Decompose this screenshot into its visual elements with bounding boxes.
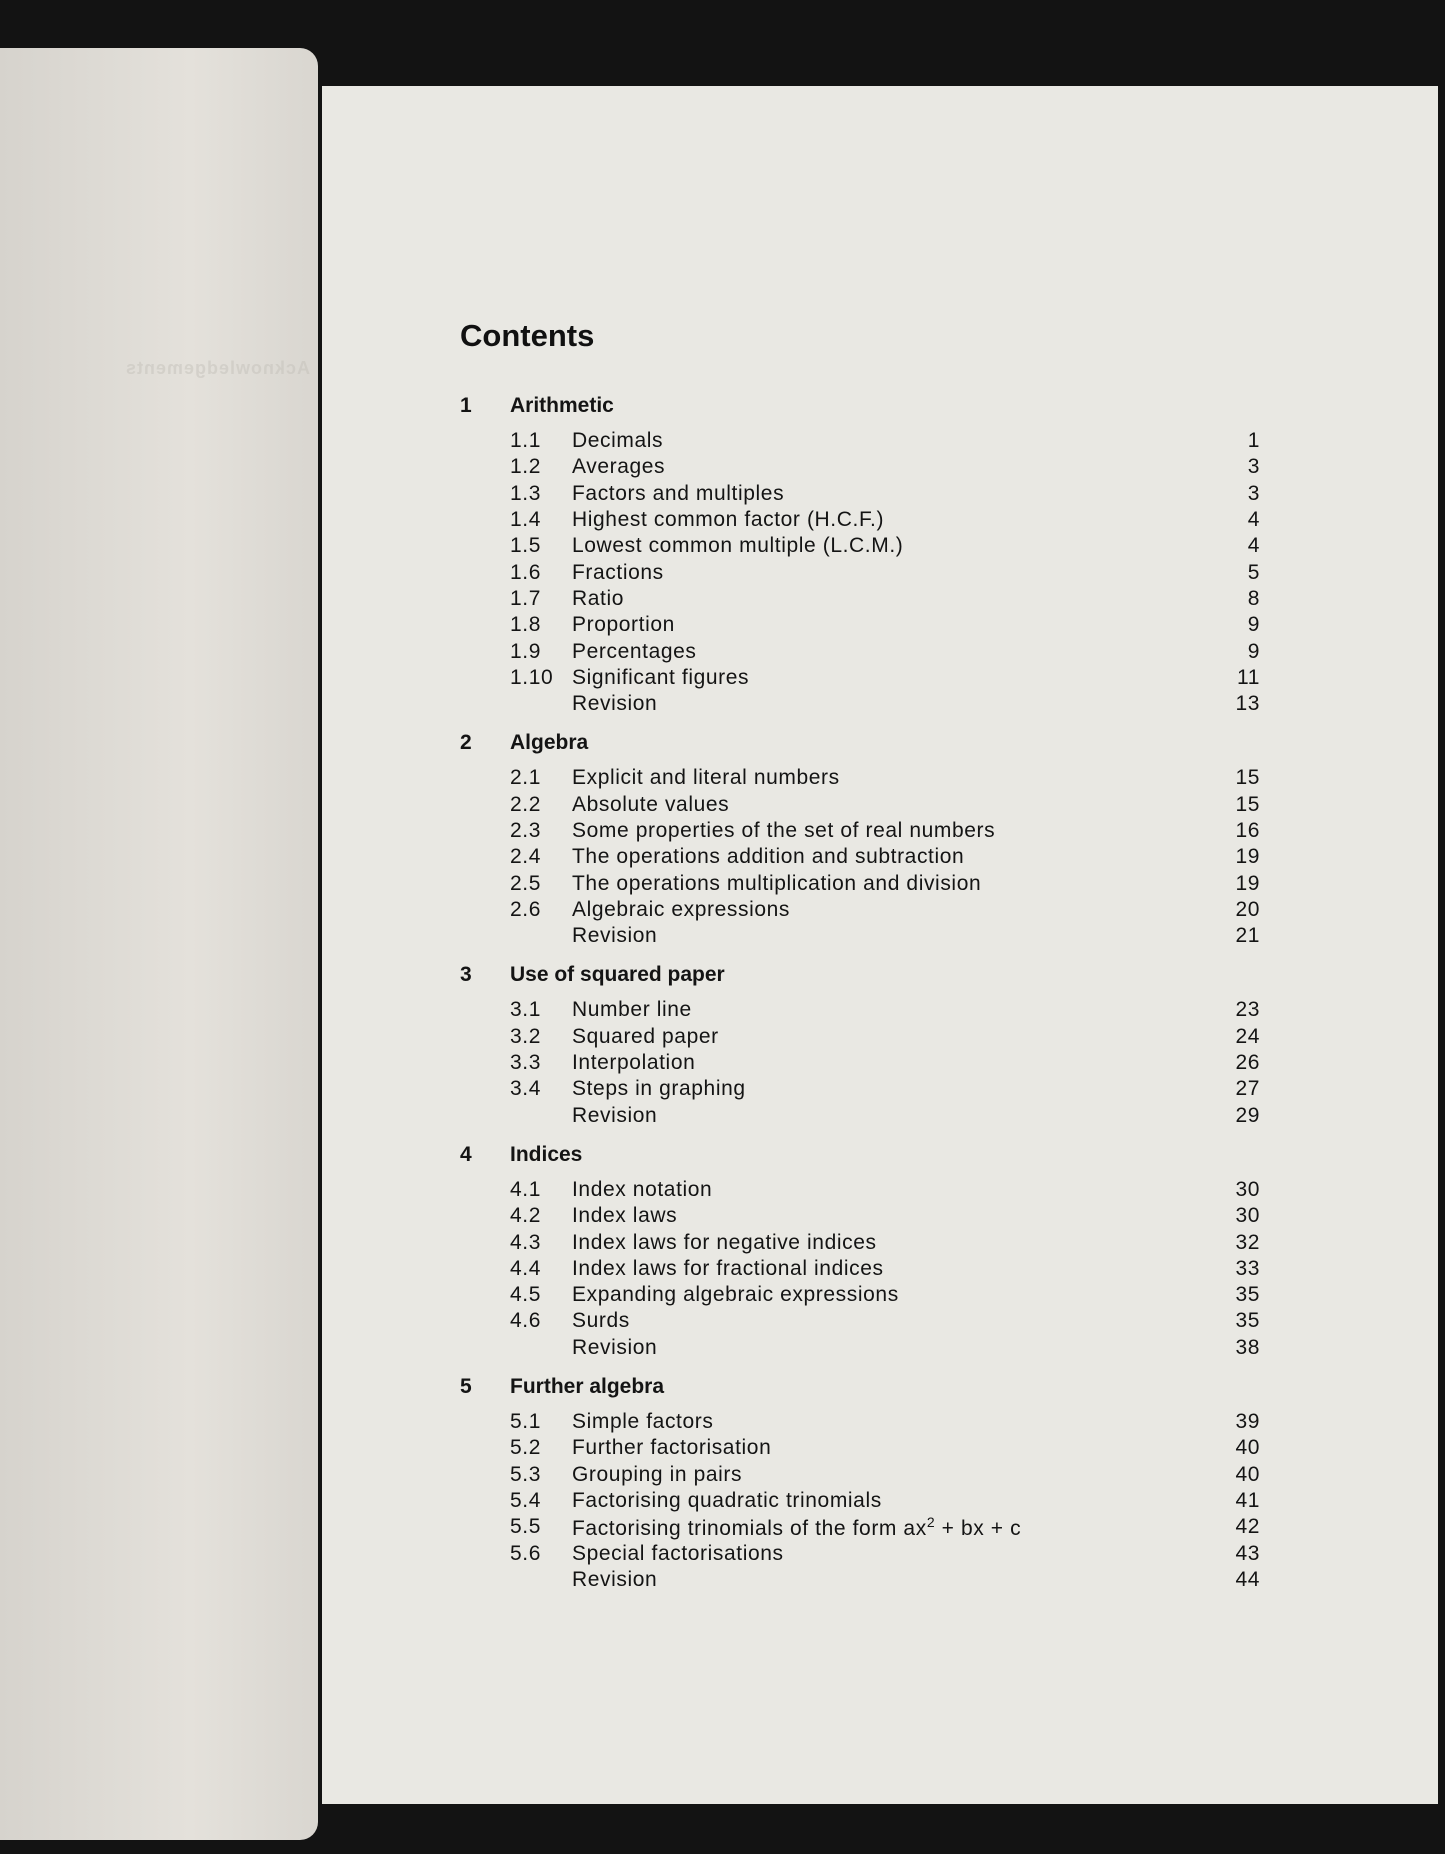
- chapter-number: 4: [460, 1142, 472, 1166]
- page-number: 9: [1247, 639, 1260, 663]
- section-title: Simple factors: [572, 1410, 714, 1434]
- page-number: 40: [1235, 1436, 1260, 1460]
- section-number: 1.3: [510, 481, 541, 505]
- toc-entry: [460, 1488, 1260, 1514]
- toc-entry: [460, 586, 1260, 612]
- page-number: 41: [1235, 1488, 1260, 1512]
- section-title: The operations multiplication and division: [572, 871, 982, 895]
- page-number: 9: [1247, 613, 1260, 637]
- toc-entry: [460, 1177, 1260, 1203]
- section-number: 1.10: [510, 665, 554, 689]
- section-title-text: Factorising trinomials of the form ax: [572, 1516, 927, 1540]
- section-title: Factorising quadratic trinomials: [572, 1488, 882, 1512]
- chapter-heading: [460, 390, 1260, 422]
- toc-entry: [460, 1076, 1260, 1102]
- section-title: Special factorisations: [572, 1541, 784, 1565]
- section-title: Expanding algebraic expressions: [572, 1283, 899, 1307]
- page-number: 39: [1235, 1410, 1260, 1434]
- toc-entry: [460, 765, 1260, 791]
- toc-entry: [460, 1203, 1260, 1229]
- section-title: [572, 1514, 1200, 1541]
- section-title: Percentages: [572, 639, 697, 663]
- page-number: 23: [1235, 998, 1260, 1022]
- page-number: 33: [1235, 1256, 1260, 1280]
- section-title: The operations addition and subtraction: [572, 845, 965, 869]
- section-number: 1.9: [510, 639, 541, 663]
- toc-entry: [460, 923, 1260, 949]
- toc-chapter: [460, 390, 1260, 717]
- section-number: 5.4: [510, 1488, 541, 1512]
- section-number: 1.6: [510, 560, 541, 584]
- page-number: 19: [1235, 845, 1260, 869]
- section-number: 1.1: [510, 429, 541, 453]
- toc-entry: [460, 1256, 1260, 1282]
- toc-entry: [460, 638, 1260, 664]
- page-number: 43: [1235, 1541, 1260, 1565]
- toc-entry: [460, 481, 1260, 507]
- section-title: Squared paper: [572, 1024, 719, 1048]
- page-number: 15: [1235, 792, 1260, 816]
- page-number: 30: [1235, 1204, 1260, 1228]
- section-title: Revision: [572, 1335, 658, 1359]
- section-title: Absolute values: [572, 792, 730, 816]
- page-number: 38: [1235, 1335, 1260, 1359]
- page-number: 35: [1235, 1309, 1260, 1333]
- section-number: 2.5: [510, 871, 541, 895]
- page-number: 11: [1237, 665, 1260, 689]
- superscript: 2: [926, 1513, 936, 1530]
- page-number: 3: [1247, 455, 1260, 479]
- page-number: 13: [1235, 692, 1260, 716]
- section-title-text: + bx + c: [935, 1516, 1022, 1540]
- toc-chapter: [460, 1371, 1260, 1593]
- toc-entry: [460, 1050, 1260, 1076]
- chapter-number: 3: [460, 963, 472, 987]
- section-number: 1.8: [510, 613, 541, 637]
- toc-entry: [460, 870, 1260, 896]
- chapter-heading: [460, 1371, 1260, 1403]
- section-title: Some properties of the set of real numbers: [572, 819, 996, 842]
- page-number: 42: [1235, 1515, 1260, 1539]
- section-number: 5.6: [510, 1541, 541, 1565]
- section-number: 1.4: [510, 508, 541, 532]
- toc-entry: [460, 1567, 1260, 1593]
- chapter-title: Further algebra: [510, 1374, 665, 1398]
- toc-entry: [460, 1409, 1260, 1435]
- toc-entry: [460, 1435, 1260, 1461]
- section-title: Steps in graphing: [572, 1077, 746, 1101]
- section-number: 4.4: [510, 1256, 541, 1280]
- section-title: Index laws for negative indices: [572, 1230, 877, 1254]
- page-number: 19: [1235, 871, 1260, 895]
- section-title: Averages: [572, 455, 666, 479]
- section-title: Proportion: [572, 613, 675, 637]
- page-number: 4: [1247, 534, 1260, 558]
- toc-entry: [460, 1335, 1260, 1361]
- page-number: 44: [1235, 1567, 1260, 1591]
- chapter-title: Indices: [510, 1142, 583, 1166]
- section-number: 5.1: [510, 1410, 541, 1434]
- section-title: Interpolation: [572, 1051, 696, 1075]
- toc-entry: [460, 1462, 1260, 1488]
- page-number: 4: [1247, 508, 1260, 532]
- section-title: Surds: [572, 1309, 630, 1333]
- toc-entry: [460, 1103, 1260, 1129]
- chapter-heading: [460, 1139, 1260, 1171]
- page-number: 32: [1235, 1230, 1260, 1254]
- toc-entry: [460, 612, 1260, 638]
- page-number: 15: [1235, 766, 1260, 790]
- toc-entry: [460, 691, 1260, 717]
- toc-entry: [460, 1514, 1260, 1540]
- section-title: Highest common factor (H.C.F.): [572, 508, 885, 532]
- toc-entry: [460, 1540, 1260, 1566]
- page-number: 5: [1247, 560, 1260, 584]
- section-number: 3.2: [510, 1024, 541, 1048]
- chapter-number: 2: [460, 731, 472, 755]
- section-title: Further factorisation: [572, 1436, 772, 1460]
- section-number: 5.2: [510, 1436, 541, 1460]
- chapter-number: 1: [460, 394, 472, 417]
- toc-entry: [460, 792, 1260, 818]
- chapter-number: 5: [460, 1374, 472, 1398]
- section-title: Ratio: [572, 586, 625, 610]
- page-title: Contents: [460, 318, 595, 353]
- toc-entry: [460, 818, 1260, 844]
- page-number: 16: [1235, 819, 1260, 842]
- section-title: Significant figures: [572, 665, 750, 689]
- page-number: 8: [1247, 586, 1260, 610]
- section-title: Number line: [572, 998, 692, 1022]
- section-title: Grouping in pairs: [572, 1462, 743, 1486]
- page-number: 21: [1235, 924, 1260, 948]
- toc-entry: [460, 454, 1260, 480]
- section-number: 1.5: [510, 534, 541, 558]
- toc-entry: [460, 897, 1260, 923]
- toc-entry: [460, 1024, 1260, 1050]
- section-title: Revision: [572, 924, 658, 948]
- section-title: Factors and multiples: [572, 481, 785, 505]
- section-number: 5.5: [510, 1515, 541, 1539]
- chapter-title: Use of squared paper: [510, 963, 725, 987]
- section-number: 2.1: [510, 766, 541, 790]
- toc-chapter: [460, 727, 1260, 949]
- section-title: Explicit and literal numbers: [572, 766, 840, 790]
- table-of-contents: [460, 390, 1260, 1603]
- section-title: Index laws for fractional indices: [572, 1256, 884, 1280]
- page-number: 3: [1247, 481, 1260, 505]
- toc-entry: [460, 844, 1260, 870]
- section-title: Index notation: [572, 1177, 713, 1201]
- chapter-heading: [460, 959, 1260, 991]
- toc-entry: [460, 507, 1260, 533]
- chapter-title: Arithmetic: [510, 394, 614, 417]
- toc-entry: [460, 533, 1260, 559]
- toc-entry: [460, 665, 1260, 691]
- section-title: Revision: [572, 1567, 658, 1591]
- page-number: 27: [1235, 1077, 1260, 1101]
- section-number: 4.5: [510, 1283, 541, 1307]
- toc-entry: [460, 997, 1260, 1023]
- section-title: Index laws: [572, 1204, 678, 1228]
- chapter-heading: [460, 727, 1260, 759]
- section-number: 2.6: [510, 897, 541, 921]
- section-number: 4.1: [510, 1177, 541, 1201]
- toc-chapter: [460, 1139, 1260, 1361]
- left-page-heading: Acknowledgements: [124, 358, 310, 378]
- section-number: 4.2: [510, 1204, 541, 1228]
- chapter-title: Algebra: [510, 731, 589, 755]
- page-number: 40: [1235, 1462, 1260, 1486]
- section-title: Revision: [572, 692, 658, 716]
- toc-entry: [460, 559, 1260, 585]
- section-title: Fractions: [572, 560, 664, 584]
- section-number: 2.3: [510, 819, 541, 842]
- page-number: 20: [1235, 897, 1260, 921]
- toc-entry: [460, 1282, 1260, 1308]
- section-title: Decimals: [572, 429, 664, 453]
- page-number: 30: [1235, 1177, 1260, 1201]
- section-number: 3.4: [510, 1077, 541, 1101]
- section-number: 1.2: [510, 455, 541, 479]
- section-number: 2.4: [510, 845, 541, 869]
- left-page: [0, 48, 318, 1840]
- toc-entry: [460, 1229, 1260, 1255]
- page-number: 26: [1235, 1051, 1260, 1075]
- section-number: 3.3: [510, 1051, 541, 1075]
- section-title: Algebraic expressions: [572, 897, 791, 921]
- page-number: 1: [1247, 429, 1260, 453]
- section-number: 4.6: [510, 1309, 541, 1333]
- toc-entry: [460, 1308, 1260, 1334]
- section-title: Lowest common multiple (L.C.M.): [572, 534, 904, 558]
- section-number: 2.2: [510, 792, 541, 816]
- page-number: 24: [1235, 1024, 1260, 1048]
- section-number: 4.3: [510, 1230, 541, 1254]
- section-number: 5.3: [510, 1462, 541, 1486]
- page-number: 29: [1235, 1103, 1260, 1127]
- section-number: 1.7: [510, 586, 541, 610]
- page-number: 35: [1235, 1283, 1260, 1307]
- toc-chapter: [460, 959, 1260, 1128]
- section-title: Revision: [572, 1103, 658, 1127]
- section-number: 3.1: [510, 998, 541, 1022]
- toc-entry: [460, 428, 1260, 454]
